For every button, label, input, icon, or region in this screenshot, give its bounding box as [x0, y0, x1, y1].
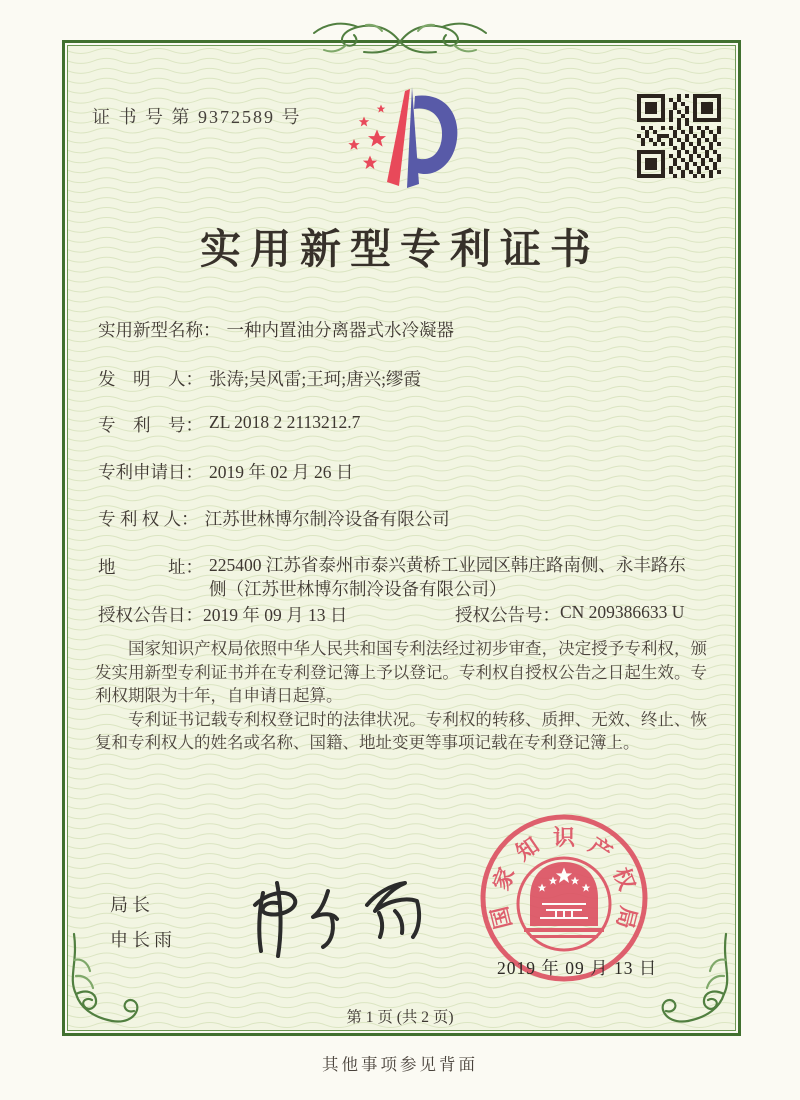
- cnipa-logo-icon: [333, 84, 465, 202]
- legal-paragraph: 国家知识产权局依照中华人民共和国专利法经过初步审查，决定授予专利权，颁发实用新型专利证书并在专利登记簿上予以登记。专利权自授权公告之日起生效。专利权期限为十年，自申请日起算。: [95, 639, 707, 705]
- field-label: 专 利 号：: [98, 415, 203, 435]
- field-label: 发 明 人：: [98, 369, 203, 389]
- svg-text:识: 识: [552, 825, 576, 851]
- national-emblem: [518, 858, 610, 950]
- field-label: 实用新型名称：: [98, 320, 221, 340]
- svg-text:家: 家: [488, 864, 520, 894]
- field-label: 专 利 权 人：: [98, 509, 199, 529]
- field-value: 一种内置油分离器式水冷凝器: [226, 320, 454, 340]
- director-title: 局长: [110, 895, 154, 915]
- certificate-number: 证 书 号 第 9372589 号: [92, 107, 302, 127]
- svg-text:局: 局: [611, 903, 642, 932]
- certificate-title: 实用新型专利证书: [200, 226, 600, 272]
- page-number: 第 1 页 (共 2 页): [346, 1009, 454, 1026]
- seal-date: 2019 年 09 月 13 日: [497, 958, 658, 978]
- top-ornament: [308, 18, 492, 64]
- director-name: 申长雨: [110, 930, 176, 950]
- field-row-filing-date: [98, 459, 710, 484]
- field-row-name: [98, 317, 710, 342]
- svg-text:知: 知: [511, 832, 544, 866]
- svg-text:产: 产: [584, 832, 617, 866]
- field-label: 专利申请日：: [98, 462, 203, 482]
- field-value: ZL 2018 2 2113212.7: [209, 412, 361, 432]
- field-value: 225400 江苏省泰州市泰兴黄桥工业园区韩庄路南侧、永丰路东侧（江苏世林博尔制冷设备有限公司）: [209, 555, 686, 599]
- grant-number-label: 授权公告号：: [455, 605, 560, 625]
- field-label: 地 址：: [98, 557, 203, 577]
- legal-paragraph: 专利证书记载专利权登记时的法律状况。专利权的转移、质押、无效、终止、恢复和专利权人的姓名或名称、国籍、地址变更等事项记载在专利登记簿上。: [95, 709, 707, 752]
- field-row-inventors: [98, 366, 710, 391]
- field-row-address: [98, 554, 710, 601]
- field-row-patentee: [98, 506, 710, 531]
- grant-row: [98, 602, 710, 627]
- field-value: 江苏世林博尔制冷设备有限公司: [204, 509, 450, 529]
- svg-text:权: 权: [608, 864, 640, 894]
- svg-text:国: 国: [486, 903, 517, 932]
- qr-code: [637, 94, 721, 178]
- field-value: 张涛;吴风雷;王珂;唐兴;缪霞: [209, 369, 421, 389]
- signature: [225, 853, 435, 968]
- grant-date-label: 授权公告日：: [98, 605, 203, 625]
- field-row-patent-number: [98, 412, 710, 437]
- back-note: 其他事项参见背面: [322, 1055, 478, 1074]
- legal-text: [95, 637, 707, 755]
- grant-number-value: CN 209386633 U: [560, 602, 685, 622]
- field-value: 2019 年 02 月 26 日: [209, 462, 354, 482]
- grant-date-value: 2019 年 09 月 13 日: [203, 605, 348, 625]
